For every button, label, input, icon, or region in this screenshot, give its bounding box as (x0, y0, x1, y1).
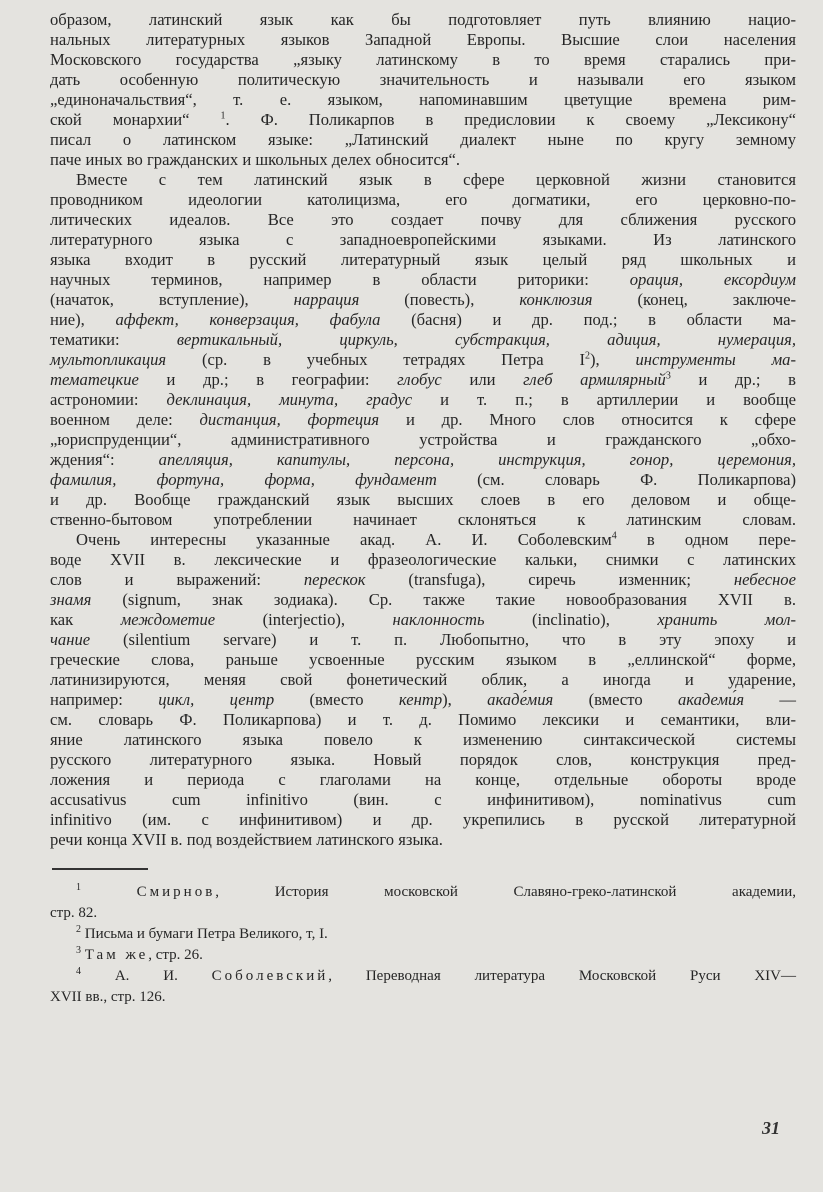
italic-term: дистанция, фортеция (199, 410, 380, 429)
body-text (50, 10, 796, 850)
italic-term: фамилия, фортуна, форма, фундамент (50, 470, 437, 489)
author-name: Соболевский (211, 968, 329, 984)
italic-term: глеб армилярный (523, 370, 666, 389)
italic-term: вертикальный, циркуль, субстракция, адиция, нумерация, (176, 330, 796, 349)
text-run: (silentium servare) и т. п. Любопытно, что в эту эпоху и (90, 630, 796, 649)
text-line (50, 530, 796, 550)
italic-term: глобус (397, 370, 442, 389)
text-line (50, 650, 796, 670)
text-run: военном деле: (50, 410, 200, 429)
italic-term: акаде́мия (487, 690, 554, 709)
text-line (50, 250, 796, 270)
text-line (50, 450, 796, 470)
footnote-line (50, 987, 796, 1008)
text-line (50, 590, 796, 610)
text-run: и др. Много слов относится к сфере (379, 410, 797, 429)
text-line (50, 50, 796, 70)
text-run: Вместе с тем латинский язык в сфере церковной жизни становится (76, 170, 796, 189)
text-run: греческие слова, раньше усвоенные русским языком в „еллинской“ форме, (50, 650, 796, 669)
text-run: нальных литературных языков Западной Европы. Высшие слои населения (50, 30, 796, 49)
author-name: Смирнов (136, 884, 216, 900)
text-line (50, 150, 796, 170)
text-run: слов и выражений: (50, 570, 304, 589)
text-run: воде XVII в. лексические и фразеологические кальки, снимки с латинских (50, 550, 796, 569)
text-line (50, 550, 796, 570)
text-run: ), (442, 690, 488, 709)
text-line (50, 670, 796, 690)
text-run: „единоначальствия“, т. е. языком, напоминавшим цветущие времена рим- (50, 90, 796, 109)
italic-term: апелляция, капитулы, персона, инструкция, гонор, церемония, (158, 450, 796, 469)
footnote-ref: 4 (76, 966, 81, 977)
text-run: ской монархии“ (50, 110, 221, 129)
italic-term: междометие (120, 610, 216, 629)
text-line (50, 270, 796, 290)
text-run: (басня) и др. под.; в области ма- (380, 310, 797, 329)
text-run: (см. словарь Ф. Поликарпова) (436, 470, 797, 489)
text-line (50, 690, 796, 710)
italic-term: цикл, центр (158, 690, 275, 709)
text-line (50, 470, 796, 490)
text-line (50, 610, 796, 630)
italic-term: кентр (398, 690, 443, 709)
italic-term: наклонность (392, 610, 485, 629)
text-line (50, 10, 796, 30)
italic-term: перескок (303, 570, 366, 589)
text-run: ние), (50, 310, 116, 329)
text-line (50, 750, 796, 770)
italic-term: тематецкие (50, 370, 139, 389)
text-run: . Ф. Поликарпов в предисловии к своему „Лексикону“ (225, 110, 796, 129)
text-line (50, 790, 796, 810)
text-run: Очень интересны указанные акад. А. И. Соболевским (76, 530, 612, 549)
text-run: паче иных во гражданских и школьных делех обносится“. (50, 150, 460, 169)
text-run: accusativus cum infinitivo (вин. с инфинитивом), nominativus cum (50, 790, 796, 809)
text-run: (ср. в учебных тетрадях Петра I (166, 350, 585, 369)
text-run: в одном пере- (616, 530, 796, 549)
text-run: стр. 82. (50, 905, 98, 921)
text-run: (конец, заключе- (592, 290, 796, 309)
text-line (50, 810, 796, 830)
text-line (50, 30, 796, 50)
text-line (50, 570, 796, 590)
text-run: — (744, 690, 796, 709)
text-run: или (441, 370, 524, 389)
text-line (50, 310, 796, 330)
footnote-line (50, 945, 796, 966)
text-run: (начаток, вступление), (50, 290, 294, 309)
text-run: (вместо (274, 690, 399, 709)
footnote-ref: 2 (584, 350, 590, 362)
text-line (50, 70, 796, 90)
italic-term: аффект, конверзация, фабула (115, 310, 381, 329)
italic-term: знамя (50, 590, 92, 609)
footnote-ref: 4 (611, 530, 617, 542)
text-line (50, 190, 796, 210)
footnote-line (50, 924, 796, 945)
text-run: „юриспруденции“, административного устройства и гражданского „обхо- (50, 430, 796, 449)
text-line (50, 230, 796, 250)
text-run: тематики: (50, 330, 177, 349)
footnote-divider (52, 868, 148, 870)
text-run: и др. Вообще гражданский язык высших слоев в его деловом и обще- (50, 490, 796, 509)
footnote-line (50, 903, 796, 924)
text-run: русского литературного языка. Новый порядок слов, конструкция пред- (50, 750, 796, 769)
text-run: литических идеалов. Все это создает почву для сближения русского (50, 210, 796, 229)
text-run: речи конца XVII в. под воздействием латинского языка. (50, 830, 443, 849)
text-run: , История московской Славяно-греко-латинской академии, (215, 884, 796, 900)
italic-term: деклинация, минута, градус (166, 390, 413, 409)
text-run: и др.; в географии: (138, 370, 398, 389)
text-line (50, 710, 796, 730)
footnotes (50, 882, 796, 1008)
text-run: , стр. 26. (148, 947, 203, 963)
italic-term: наррация (293, 290, 360, 309)
text-run: см. словарь Ф. Поликарпова) и т. д. Помимо лексики и семантики, вли- (50, 710, 796, 729)
text-line (50, 510, 796, 530)
italic-term: орация, ексордиум (629, 270, 796, 289)
text-line (50, 730, 796, 750)
text-line (50, 630, 796, 650)
text-run: латинизируются, меняя свой фонетический облик, а иногда и ударение, (50, 670, 796, 689)
text-run: (повесть), (359, 290, 520, 309)
text-run: (вместо (553, 690, 678, 709)
text-line (50, 390, 796, 410)
text-line (50, 130, 796, 150)
footnote-line (50, 882, 796, 903)
text-run: А. И. (81, 968, 212, 984)
italic-term: хранить мол- (657, 610, 797, 629)
text-line (50, 110, 796, 130)
text-run (81, 884, 137, 900)
text-run: (inclinatio), (484, 610, 658, 629)
italic-term: небесное (733, 570, 796, 589)
text-run: образом, латинский язык как бы подготовляет путь влиянию нацио- (50, 10, 796, 29)
footnote-ref: 1 (220, 110, 226, 122)
footnote-ref: 2 (76, 924, 81, 935)
footnote-ref: 3 (76, 945, 81, 956)
text-run: как (50, 610, 121, 629)
text-run: infinitivo (им. с инфинитивом) и др. укрепились в русской литературной (50, 810, 796, 829)
author-name: Там же (84, 947, 149, 963)
text-run: дать особенную политическую значительность и называли его языком (50, 70, 796, 89)
text-run: ), (589, 350, 636, 369)
text-line (50, 350, 796, 370)
text-line (50, 490, 796, 510)
text-line (50, 210, 796, 230)
text-run: научных терминов, например в области риторики: (50, 270, 630, 289)
text-run: яние латинского языка повело к изменению синтаксической системы (50, 730, 796, 749)
text-run: языка входит в русский литературный язык целый ряд школьных и (50, 250, 796, 269)
text-run: XVII вв., стр. 126. (50, 989, 166, 1005)
text-line (50, 170, 796, 190)
text-line (50, 290, 796, 310)
text-run: ждения“: (50, 450, 159, 469)
text-run: и др.; в (670, 370, 796, 389)
text-run: писал о латинском языке: „Латинский диалект ныне по кругу земному (50, 130, 796, 149)
italic-term: чание (50, 630, 91, 649)
footnote-line (50, 966, 796, 987)
italic-term: академи́я (677, 690, 745, 709)
text-line (50, 830, 796, 850)
text-line (50, 430, 796, 450)
italic-term: инструменты ма- (635, 350, 796, 369)
text-run: , Переводная литература Московской Руси XIV— (328, 968, 796, 984)
text-run: астрономии: (50, 390, 167, 409)
text-run: (transfuga), сиречь изменник; (365, 570, 734, 589)
text-run: ложения и периода с глаголами на конце, отдельные обороты вроде (50, 770, 796, 789)
text-run: ственно-бытовом употреблении начинает склоняться к латинским словам. (50, 510, 796, 529)
italic-term: мультопликация (50, 350, 167, 369)
text-line (50, 370, 796, 390)
page-number: 31 (762, 1118, 780, 1138)
footnote-ref: 3 (665, 370, 671, 382)
text-run: (interjectio), (215, 610, 393, 629)
text-run: Письма и бумаги Петра Великого, т, I. (81, 926, 328, 942)
text-line (50, 330, 796, 350)
text-run: Московского государства „языку латинскому в то время старались при- (50, 50, 796, 69)
text-run: и т. п.; в артиллерии и вообще (412, 390, 796, 409)
text-run: проводником идеологии католицизма, его догматики, его церковно-по- (50, 190, 796, 209)
footnote-ref: 1 (76, 882, 81, 893)
text-run: (signum, знак зодиака). Ср. также такие новообразования XVII в. (91, 590, 796, 609)
text-run: литературного языка с западноевропейскими языками. Из латинского (50, 230, 796, 249)
text-run: например: (50, 690, 159, 709)
text-line (50, 410, 796, 430)
italic-term: конклюзия (519, 290, 593, 309)
text-line (50, 90, 796, 110)
text-line (50, 770, 796, 790)
